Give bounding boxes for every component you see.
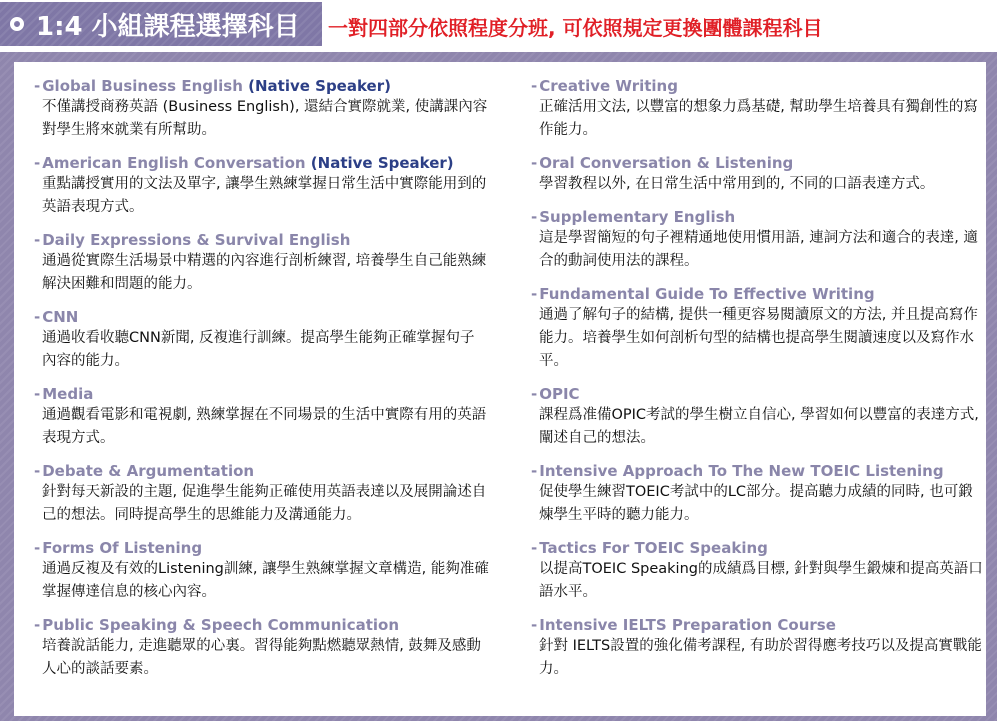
course-title — [531, 153, 986, 173]
course-title — [531, 76, 986, 96]
dash-marker: - — [531, 154, 538, 172]
dash-marker: - — [34, 616, 41, 634]
course-description: 以提高TOEIC Speaking的成績爲目標, 針對與學生鍛煉和提高英語口語水平。 — [539, 561, 983, 600]
dash-marker: - — [531, 462, 538, 480]
title-band — [0, 2, 322, 46]
course-description: 正確活用文法, 以豐富的想象力爲基礎, 幫助學生培養具有獨創性的寫作能力。 — [539, 99, 978, 138]
course-title — [531, 384, 986, 404]
dash-marker: - — [531, 285, 538, 303]
course-title — [34, 538, 489, 558]
course-item — [531, 384, 986, 450]
course-name: Debate & Argumentation — [42, 462, 255, 480]
course-title — [531, 284, 986, 304]
dash-marker: - — [531, 616, 538, 634]
dash-marker: - — [34, 231, 41, 249]
dash-marker: - — [531, 77, 538, 95]
course-item — [531, 76, 986, 142]
course-name: Intensive IELTS Preparation Course — [539, 616, 836, 634]
course-name: Media — [42, 385, 94, 403]
course-title — [531, 615, 986, 635]
course-item — [531, 153, 986, 196]
course-item — [34, 230, 489, 296]
dash-marker: - — [531, 539, 538, 557]
course-item — [34, 461, 489, 527]
dash-marker: - — [34, 539, 41, 557]
course-item — [34, 76, 489, 142]
dash-marker: - — [34, 154, 41, 172]
header-bar — [0, 0, 997, 52]
dash-marker: - — [34, 462, 41, 480]
course-description: 通過了解句子的結構, 提供一種更容易閱讀原文的方法, 并且提高寫作能力。培養學生如何剖析句型的結構也提高學生閱讀速度以及寫作水平。 — [539, 307, 978, 369]
dash-marker: - — [34, 308, 41, 326]
course-title — [531, 207, 986, 227]
course-description: 促使學生練習TOEIC考試中的LC部分。提高聽力成績的同時, 也可鍛煉學生平時的聽力能力。 — [539, 484, 973, 523]
course-name: Intensive Approach To The New TOEIC Listening — [539, 462, 944, 480]
course-item — [531, 461, 986, 527]
course-list-panel — [14, 62, 986, 716]
course-title — [34, 153, 489, 173]
course-item — [531, 207, 986, 273]
native-speaker-tag: (Native Speaker) — [248, 77, 391, 95]
course-title — [531, 538, 986, 558]
course-name: American English Conversation — [42, 154, 306, 172]
course-item — [34, 538, 489, 604]
page-title: 1:4 小組課程選擇科目 — [36, 11, 300, 42]
course-name: Public Speaking & Speech Communication — [42, 616, 399, 634]
course-item — [531, 615, 986, 681]
course-item — [34, 615, 489, 681]
course-name: Daily Expressions & Survival English — [42, 231, 351, 249]
dash-marker: - — [34, 77, 41, 95]
course-description: 針對 IELTS設置的強化備考課程, 有助於習得應考技巧以及提高實戰能力。 — [539, 638, 982, 677]
course-description: 學習教程以外, 在日常生活中常用到的, 不同的口語表達方式。 — [539, 176, 935, 192]
dash-marker: - — [531, 385, 538, 403]
course-name: Supplementary English — [539, 208, 736, 226]
course-title — [34, 230, 489, 250]
right-column — [531, 76, 986, 692]
course-description: 通過反複及有效的Listening訓練, 讓學生熟練掌握文章構造, 能夠准確掌握傳達信息的核心內容。 — [42, 561, 489, 600]
course-name: Tactics For TOEIC Speaking — [539, 539, 768, 557]
left-column — [34, 76, 489, 692]
dash-marker: - — [531, 208, 538, 226]
course-name: OPIC — [539, 385, 580, 403]
course-name: Global Business English — [42, 77, 243, 95]
course-title — [34, 461, 489, 481]
page-subtitle: 一對四部分依照程度分班, 可依照規定更換團體課程科目 — [328, 16, 823, 40]
course-title — [34, 307, 489, 327]
course-description: 重點講授實用的文法及單字, 讓學生熟練掌握日常生活中實際能用到的英語表現方式。 — [42, 176, 487, 215]
course-name: Fundamental Guide To Effective Writing — [539, 285, 875, 303]
native-speaker-tag: (Native Speaker) — [310, 154, 454, 172]
course-description: 通過觀看電影和電視劇, 熟練掌握在不同場景的生活中實際有用的英語表現方式。 — [42, 407, 487, 446]
course-description: 針對每天新設的主題, 促進學生能夠正確使用英語表達以及展開論述自己的想法。同時提高學生的思維能力及溝通能力。 — [42, 484, 487, 523]
course-name: Forms Of Listening — [42, 539, 203, 557]
course-description: 不僅講授商務英語 (Business English), 還結合實際就業, 使講課內容對學生將來就業有所幫助。 — [42, 99, 488, 138]
course-item — [34, 384, 489, 450]
dash-marker: - — [34, 385, 41, 403]
course-title — [34, 384, 489, 404]
course-name: Creative Writing — [539, 77, 678, 95]
course-description: 培養說話能力, 走進聽眾的心裏。習得能夠點燃聽眾熱情, 鼓舞及感動人心的談話要素。 — [42, 638, 481, 677]
course-description: 通過收看收聽CNN新聞, 反複進行訓練。提高學生能夠正確掌握句子內容的能力。 — [42, 330, 475, 369]
course-item — [34, 153, 489, 219]
course-item — [531, 284, 986, 373]
course-title — [34, 76, 489, 96]
course-item — [531, 538, 986, 604]
course-name: CNN — [42, 308, 79, 326]
course-name: Oral Conversation & Listening — [539, 154, 794, 172]
course-description: 通過從實際生活場景中精選的內容進行剖析練習, 培養學生自己能熟練解決困難和問題的能力。 — [42, 253, 487, 292]
ring-bullet-icon — [10, 17, 24, 31]
course-description: 課程爲准備OPIC考試的學生樹立自信心, 學習如何以豐富的表達方式,闡述自己的想法。 — [539, 407, 979, 446]
course-title — [531, 461, 986, 481]
course-description: 這是學習簡短的句子裡精通地使用慣用語, 連詞方法和適合的表達, 適合的動詞使用法的課程。 — [539, 230, 978, 269]
course-item — [34, 307, 489, 373]
course-title — [34, 615, 489, 635]
